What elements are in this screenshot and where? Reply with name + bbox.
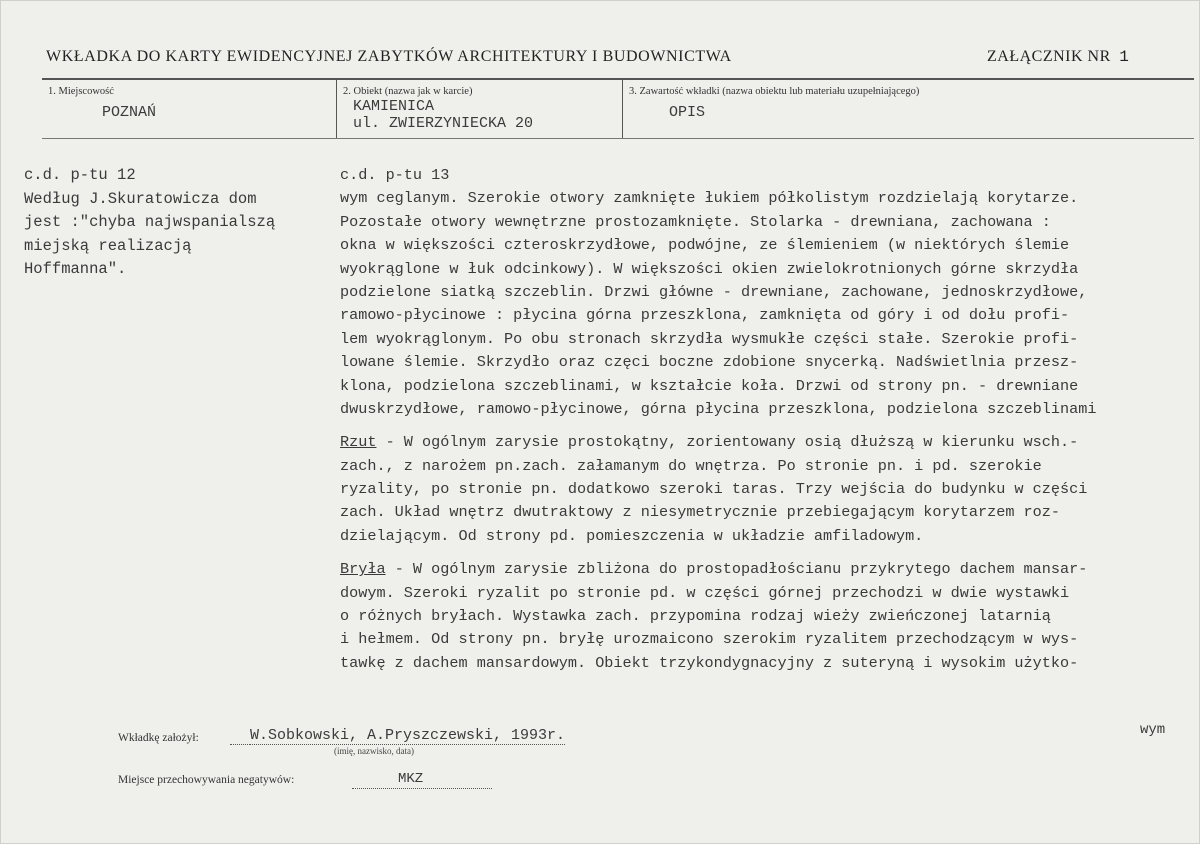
locality-cell [42, 80, 335, 138]
continuation-word: wym [1140, 722, 1166, 738]
text-line: o różnych bryłach. Wystawka zach. przypomina rodzaj wieży zwieńczonej latarnią [340, 607, 1051, 626]
main-heading: c.d. p-tu 13 [340, 166, 450, 184]
left-line: miejską realizacją [24, 236, 192, 255]
header-fields-box [42, 78, 1194, 139]
attachment-number-value: 1 [1119, 48, 1130, 66]
founded-caption: (imię, nazwisko, data) [334, 746, 414, 756]
storage-value: MKZ [398, 771, 424, 787]
text-line-rest: - W ogólnym zarysie zbliżona do prostopadłościanu przykrytego dachem mansar- [385, 560, 1088, 579]
locality-label: 1. Miejscowość [48, 86, 114, 97]
left-line: jest :"chyba najwspanialszą [24, 213, 276, 231]
dotted-line [230, 744, 250, 745]
text-line: zach., z narożem pn.zach. załamanym do wnętrza. Po stronie pn. i pd. szerokie [340, 456, 1042, 475]
attachment-label: ZAŁĄCZNIK NR [987, 48, 1111, 65]
text-line: okna w większości czteroskrzydłowe, podwójne, ze ślemieniem (w niektórych ślemie [340, 236, 1070, 255]
left-line: Hoffmanna". [24, 260, 127, 278]
text-line: zach. Układ wnętrz dwutraktowy z niesymetrycznie przebiegającym korytarzem roz- [340, 503, 1061, 522]
text-line: lowane ślemie. Skrzydło oraz częci boczne zdobione snycerką. Nadświetlnia przesz- [340, 353, 1079, 372]
text-line: klona, podzielona szczeblinami, w kształcie koła. Drzwi od strony pn. - drewniane [340, 376, 1079, 395]
text-line: tawkę z dachem mansardowym. Obiekt trzykondygnacyjny z suteryną i wysokim użytko- [340, 653, 1079, 672]
text-line: dzielającym. Od strony pd. pomieszczenia w układzie amfiladowym. [340, 526, 924, 545]
paragraph-gap [340, 548, 1200, 558]
text-line: dowym. Szeroki ryzalit po stronie pd. w części górnej przechodzi w dwie wystawki [340, 583, 1070, 602]
object-cell [336, 80, 622, 138]
object-name: KAMIENICA [353, 98, 435, 115]
text-line: wyokrąglone w łuk odcinkowy). W większości okien zwielokrotnionych górne skrzydła [340, 259, 1079, 278]
content-cell [622, 80, 1195, 138]
object-address: ul. ZWIERZYNIECKA 20 [353, 115, 534, 132]
form-title: WKŁADKA DO KARTY EWIDENCYJNEJ ZABYTKÓW ARCHITEKTURY I BUDOWNICTWA [46, 48, 732, 65]
text-line: ramowo-płycinowe : płycina górna przeszklona, zamknięta od góry i od dołu profi- [340, 306, 1070, 325]
founded-value: W.Sobkowski, A.Pryszczewski, 1993r. [250, 727, 566, 744]
text-line: wym ceglanym. Szerokie otwory zamknięte łukiem półkolistym rozdzielają korytarze. [340, 189, 1079, 208]
section-term-bryla: Bryła [340, 560, 386, 579]
main-description [340, 164, 1200, 675]
text-line [340, 431, 1200, 454]
text-line: podzielone siatką szczeblin. Drzwi główne - drewniane, zachowane, jednoskrzydłowe, [340, 282, 1088, 301]
text-line-rest: - W ogólnym zarysie prostokątny, zorientowany osią dłuższą w kierunku wsch.- [376, 433, 1079, 452]
content-label: 3. Zawartość wkładki (nazwa obiektu lub materiału uzupełniającego) [629, 86, 920, 97]
left-column-notes [24, 164, 324, 282]
text-line: i hełmem. Od strony pn. bryłę urozmaicono szerokim ryzalitem przechodzącym w wys- [340, 630, 1079, 649]
left-line: Według J.Skuratowicza dom [24, 189, 257, 208]
section-term-rzut: Rzut [340, 433, 377, 452]
text-line [340, 558, 1200, 581]
locality-value: POZNAŃ [102, 104, 157, 121]
dotted-line [352, 788, 492, 789]
founded-label: Wkładkę założył: [118, 732, 199, 744]
storage-label: Miejsce przechowywania negatywów: [118, 774, 295, 786]
paragraph-gap [340, 421, 1200, 431]
text-line: Pozostałe otwory wewnętrzne prostozamknięte. Stolarka - drewniana, zachowana : [340, 212, 1051, 231]
text-line: lem wyokrąglonym. Po obu stronach skrzydła wysmukłe części stałe. Szerokie profi- [340, 329, 1079, 348]
left-line: c.d. p-tu 12 [24, 166, 136, 184]
attachment-number [987, 48, 1129, 66]
text-line: dwuskrzydłowe, ramowo-płycinowe, górna płycina przeszklona, podzielona szczeblinami [340, 399, 1097, 418]
content-value: OPIS [669, 104, 706, 121]
text-line: ryzality, po stronie pn. dodatkowo szeroki taras. Trzy wejścia do budynku w części [340, 480, 1088, 499]
object-label: 2. Obiekt (nazwa jak w karcie) [343, 86, 473, 97]
